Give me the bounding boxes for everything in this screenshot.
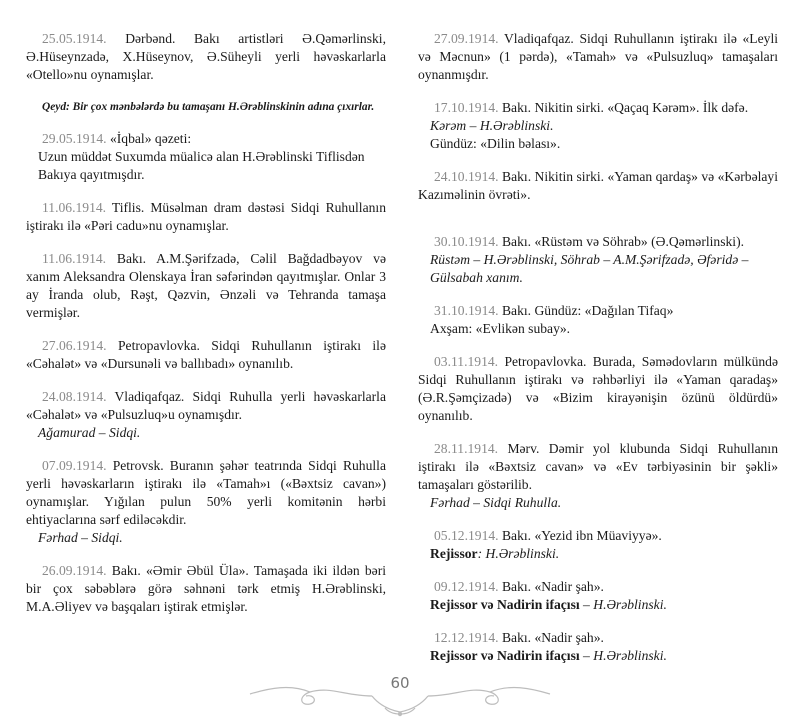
chronicle-entry: [418, 440, 778, 512]
entry-date: 09.12.1914.: [434, 579, 499, 594]
entry-date: 24.08.1914.: [42, 389, 107, 404]
credit-label: Rejissor: [430, 546, 478, 561]
credit-name: – H.Ərəblinski.: [579, 648, 667, 663]
chronicle-entry: [418, 30, 778, 84]
entry-date: 11.06.1914.: [42, 200, 107, 215]
entry-date: 07.09.1914.: [42, 458, 107, 473]
entry-text: Bakı. «Nadir şah».: [501, 579, 604, 594]
entry-date: 27.09.1914.: [434, 31, 499, 46]
entry-date: 05.12.1914.: [434, 528, 499, 543]
entry-text: «İqbal» qəzeti:: [109, 131, 192, 146]
entry-date: 03.11.1914.: [434, 354, 499, 369]
entry-cast: Kərəm – H.Ərəblinski.: [430, 118, 554, 133]
entry-date: 29.05.1914.: [42, 131, 107, 146]
spacer: [418, 219, 778, 233]
entry-text: Bakı. «Yezid ibn Müaviyyə».: [501, 528, 662, 543]
entry-date: 25.05.1914.: [42, 31, 107, 46]
entry-date: 28.11.1914.: [434, 441, 499, 456]
entry-cast: Fərhad – Sidqi.: [38, 530, 123, 545]
entry-extra: Uzun müddət Suxumda müalicə alan H.Ərəblinski Tiflisdən Bakıya qayıtmışdır.: [38, 149, 365, 182]
entry-text: Bakı. Gündüz: «Dağılan Tifaq»: [501, 303, 674, 318]
chronicle-entry: [26, 250, 386, 322]
credit-name: : H.Ərəblinski.: [477, 546, 560, 561]
entry-text: Bakı. Nikitin sirki. «Qaçaq Kərəm». İlk dəfə.: [501, 100, 749, 115]
entry-text: Vladiqafqaz. Sidqi Ruhulla yerli həvəskarlarla «Cəhalət» və «Pulsuzluq»u oynamışdır.: [26, 389, 386, 422]
entry-date: 26.09.1914.: [42, 563, 107, 578]
entry-date: 24.10.1914.: [434, 169, 499, 184]
chronicle-entry: [418, 629, 778, 665]
entry-date: 11.06.1914.: [42, 251, 107, 266]
credit-label: Rejissor və Nadirin ifaçısı: [430, 648, 580, 663]
entry-text: Petrovsk. Buranın şəhər teatrında Sidqi Ruhulla yerli həvəskarların iştirakı ilə «Tamah»ı («Bəxtsiz cavan») oynamışlar. Yığılan pulun 50% yerli komitənin hərbi ehtiyaclarına sərf ediləcəkdir.: [26, 458, 386, 527]
credit-label: Rejissor və Nadirin ifaçısı: [430, 597, 580, 612]
left-column: [26, 30, 386, 631]
entry-text: Petropavlovka. Burada, Səmədovların mülkündə Sidqi Ruhullanın iştirakı və rəhbərliyi ilə «Yaman qaradaş» (Ə.R.Şəmçizadə) və «Bizim kirayənişin özünü öldürdü» oynanılıb.: [418, 354, 778, 423]
chronicle-entry: [26, 388, 386, 442]
entry-credit: [418, 596, 778, 614]
chronicle-entry: [418, 353, 778, 425]
chronicle-entry: [26, 562, 386, 616]
entry-date: 31.10.1914.: [434, 303, 499, 318]
entry-date: 12.12.1914.: [434, 630, 499, 645]
entry-text: Bakı. «Əmir Əbül Üla». Tamaşada iki ildən bəri bir çox səbəblərə görə səhnəni tərk etmiş H.Ərəblinski, M.A.Əliyev və başqaları iştirak etmişlər.: [26, 563, 386, 614]
chronicle-entry: [418, 99, 778, 153]
chronicle-entry: [26, 30, 386, 84]
entry-extra: Axşam: «Evlikən subay».: [430, 321, 571, 336]
entry-text: Dərbənd. Bakı artistləri Ə.Qəmərlinski, Ə.Hüseynzadə, X.Hüseynov, Ə.Süheyli yerli həvəskarlarla «Otello»nu oynamışlar.: [26, 31, 386, 82]
entry-cast: Ağamurad – Sidqi.: [38, 425, 141, 440]
entry-text: Bakı. «Rüstəm və Söhrab» (Ə.Qəmərlinski).: [501, 234, 744, 249]
chronicle-entry: [418, 233, 778, 287]
entry-text: Bakı. A.M.Şərifzadə, Cəlil Bağdadbəyov və xanım Aleksandra Olenskaya İran səfərindən qayıtmışlar. Onlar 3 ay İranda olub, Rəşt, Qəzvin, Ənzəli və Tehranda tamaşa vermişlər.: [26, 251, 386, 320]
right-column: [418, 30, 778, 680]
entry-date: 17.10.1914.: [434, 100, 499, 115]
entry-text: Tiflis. Müsəlman dram dəstəsi Sidqi Ruhullanın iştirakı ilə «Pəri cadu»nu oynamışlar.: [26, 200, 386, 233]
credit-name: – H.Ərəblinski.: [579, 597, 667, 612]
entry-text: Petropavlovka. Sidqi Ruhullanın iştirakı ilə «Cəhalət» və «Dursunəli və ballıbadı» oynanılıb.: [26, 338, 386, 371]
entry-text: Mərv. Dəmir yol klubunda Sidqi Ruhullanın iştirakı ilə «Bəxtsiz cavan» və «Ev tərbiyəsinin bir şəkli» tamaşaları göstərilib.: [418, 441, 778, 492]
entry-credit: [418, 545, 778, 563]
chronicle-entry: [26, 199, 386, 235]
entry-text: Bakı. «Nadir şah».: [501, 630, 604, 645]
chronicle-entry: [418, 578, 778, 614]
chronicle-entry: [26, 337, 386, 373]
entry-cast: Fərhad – Sidqi Ruhulla.: [430, 495, 562, 510]
entry-date: 30.10.1914.: [434, 234, 499, 249]
chronicle-entry: [418, 302, 778, 338]
entry-extra: Gündüz: «Dilin bəlası».: [430, 136, 561, 151]
entry-cast: Rüstəm – H.Ərəblinski, Söhrab – A.M.Şərifzadə, Əfəridə – Gülsabah xanım.: [430, 252, 749, 285]
chronicle-entry: [418, 168, 778, 204]
entry-credit: [418, 647, 778, 665]
entry-date: 27.06.1914.: [42, 338, 107, 353]
page-number: 60: [390, 674, 410, 692]
note-text: Qeyd: Bir çox mənbələrdə bu tamaşanı H.Ərəblinskinin adına çıxırlar.: [42, 101, 375, 113]
chronicle-entry: [418, 527, 778, 563]
chronicle-entry: [26, 130, 386, 184]
chronicle-entry: [26, 457, 386, 547]
entry-text: Bakı. Nikitin sirki. «Yaman qardaş» və «Kərbəlayi Kazıməlinin övrəti».: [418, 169, 779, 202]
entry-text: Vladiqafqaz. Sidqi Ruhullanın iştirakı ilə «Leyli və Məcnun» (1 pərdə), «Tamah» və «Pulsuzluq» tamaşaları oynanmışdır.: [418, 31, 778, 82]
